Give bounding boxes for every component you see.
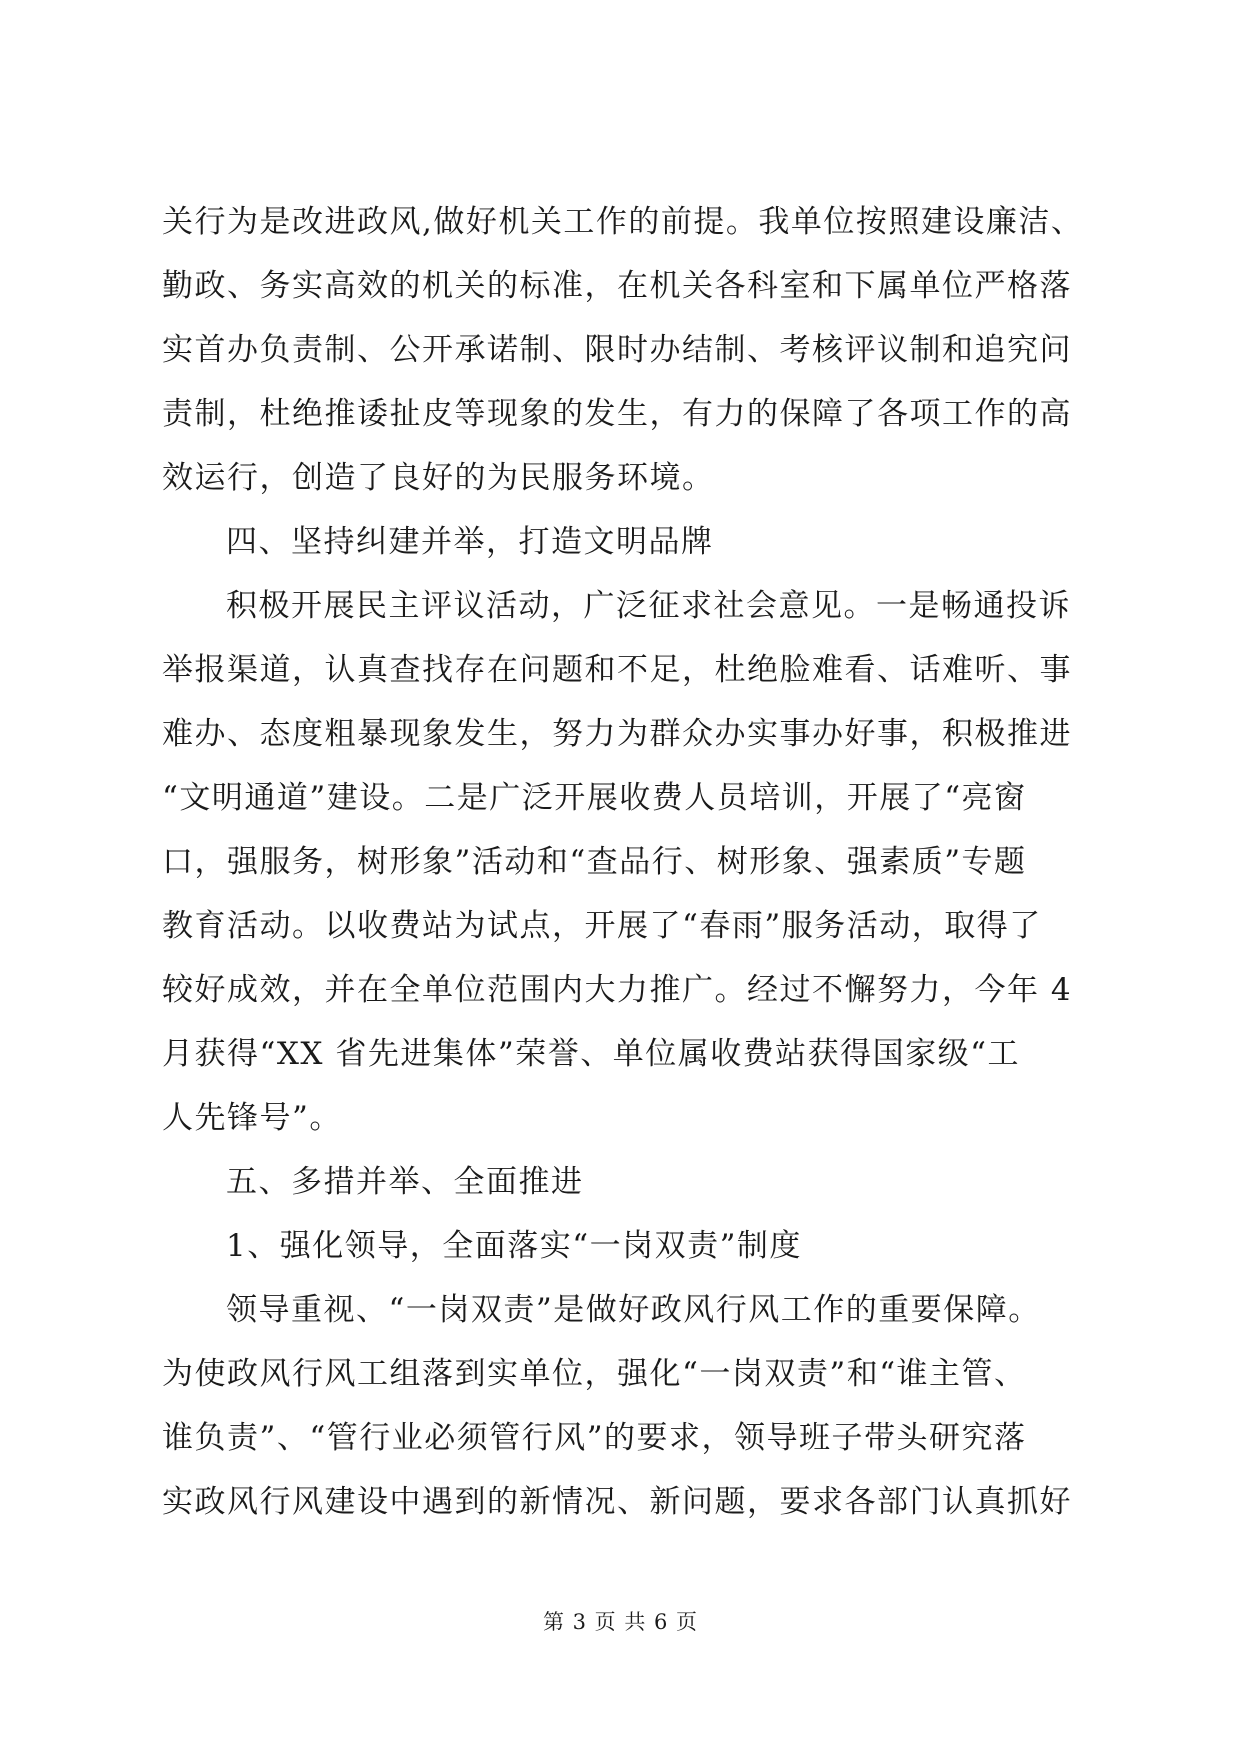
body-text-line: 勤政、务实高效的机关的标准，在机关各科室和下属单位严格落 [162,268,1072,304]
body-text-line: 积极开展民主评议活动，广泛征求社会意见。一是畅通投诉 [226,588,1071,624]
body-text-line: 实政风行风建设中遇到的新情况、新问题，要求各部门认真抓好 [162,1484,1072,1520]
body-text-line: 谁负责”、“管行业必须管行风”的要求，领导班子带头研究落 [162,1420,1027,1456]
body-text-line: 难办、态度粗暴现象发生，努力为群众办实事办好事，积极推进 [162,716,1072,752]
body-text-line: 举报渠道，认真查找存在问题和不足，杜绝脸难看、话难听、事 [162,652,1072,688]
body-text-line: 较好成效，并在全单位范围内大力推广。经过不懈努力，今年 4 [162,972,1073,1008]
page-number-footer: 第 3 页 共 6 页 [542,1610,699,1634]
body-text-line: 人先锋号”。 [162,1100,342,1136]
body-text-line: 效运行，创造了良好的为民服务环境。 [162,460,715,496]
body-text-line: 责制，杜绝推诿扯皮等现象的发生，有力的保障了各项工作的高 [162,396,1072,432]
body-text-line: “文明通道”建设。二是广泛开展收费人员培训，开展了“亮窗 [162,780,1027,816]
body-text-line: 关行为是改进政风,做好机关工作的前提。我单位按照建设廉洁、 [162,204,1084,240]
section-heading: 五、多措并举、全面推进 [226,1164,584,1200]
section-heading: 四、坚持纠建并举，打造文明品牌 [226,524,714,560]
subsection-heading: 1、强化领导，全面落实“一岗双责”制度 [226,1228,802,1264]
body-text-line: 口，强服务，树形象”活动和“查品行、树形象、强素质”专题 [162,844,1027,880]
body-text-line: 领导重视、“一岗双责”是做好政风行风工作的重要保障。 [226,1292,1041,1328]
body-text-line: 月获得“XX 省先进集体”荣誉、单位属收费站获得国家级“工 [162,1036,1021,1072]
body-text-line: 实首办负责制、公开承诺制、限时办结制、考核评议制和追究问 [162,332,1072,368]
body-text-line: 为使政风行风工组落到实单位，强化“一岗双责”和“谁主管、 [162,1356,1027,1392]
body-text-line: 教育活动。以收费站为试点，开展了“春雨”服务活动，取得了 [162,908,1042,944]
document-body [162,190,1082,1534]
